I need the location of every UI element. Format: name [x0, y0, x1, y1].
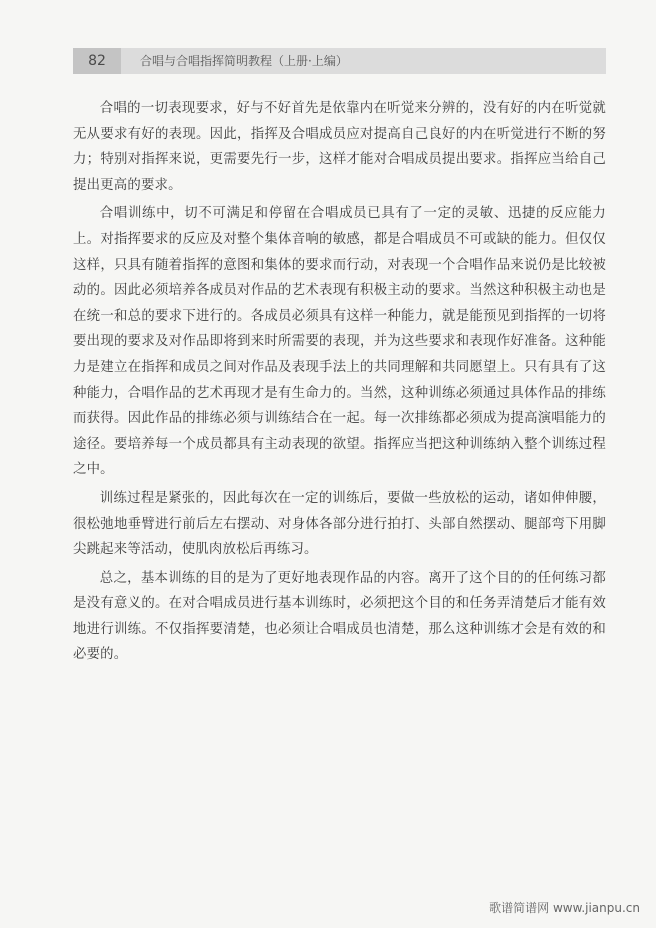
paragraph-2: 合唱训练中，切不可满足和停留在合唱成员已具有了一定的灵敏、迅捷的反应能力上。对指挥要求的反应及对整个集体音响的敏感，都是合唱成员不可或缺的能力。但仅仅这样，只具有随着指挥的意图和集体的要求而行动，对表现一个合唱作品来说仍是比较被动的。因此必须培养各成员对作品的艺术表现有积极主动的要求。当然这种积极主动也是在统一和总的要求下进行的。各成员必须具有这样一种能力，就是能预见到指挥的一切将要出现的要求及对作品即将到来时所需要的表现，并为这些要求和表现作好准备。这种能力是建立在指挥和成员之间对作品及表现手法上的共同理解和共同愿望上。只有具有了这种能力，合唱作品的艺术再现才是有生命力的。当然，这种训练必须通过具体作品的排练而获得。因此作品的排练必须与训练结合在一起。每一次排练都必须成为提高演唱能力的途径。要培养每一个成员都具有主动表现的欲望。指挥应当把这种训练纳入整个训练过程之中。 [73, 206, 606, 478]
paragraph-4: 总之，基本训练的目的是为了更好地表现作品的内容。离开了这个目的的任何练习都是没有意义的。在对合唱成员进行基本训练时，必须把这个目的和任务弄清楚后才能有效地进行训练。不仅指挥要清楚，也必须让合唱成员也清楚，那么这种训练才会是有效的和必要的。 [73, 570, 606, 663]
body-text [73, 96, 606, 671]
paragraph-1: 合唱的一切表现要求，好与不好首先是依靠内在听觉来分辨的，没有好的内在听觉就无从要求有好的表现。因此，指挥及合唱成员应对提高自己良好的内在听觉进行不断的努力；特别对指挥来说，更需要先行一步，这样才能对合唱成员提出要求。指挥应当给自己提出更高的要求。 [73, 101, 606, 193]
page-number: 82 [73, 48, 121, 74]
paragraph-3: 训练过程是紧张的，因此每次在一定的训练后，要做一些放松的运动，诸如伸伸腰，很松弛地垂臂进行前后左右摆动、对身体各部分进行拍打、头部自然摆动、腿部弯下用脚尖跳起来等活动，使肌肉放松后再练习。 [73, 490, 606, 558]
page-header [73, 48, 606, 74]
site-watermark: 歌谱简谱网 www.jianpu.cn [489, 901, 640, 915]
running-title: 合唱与合唱指挥简明教程（上册·上编） [140, 54, 348, 68]
